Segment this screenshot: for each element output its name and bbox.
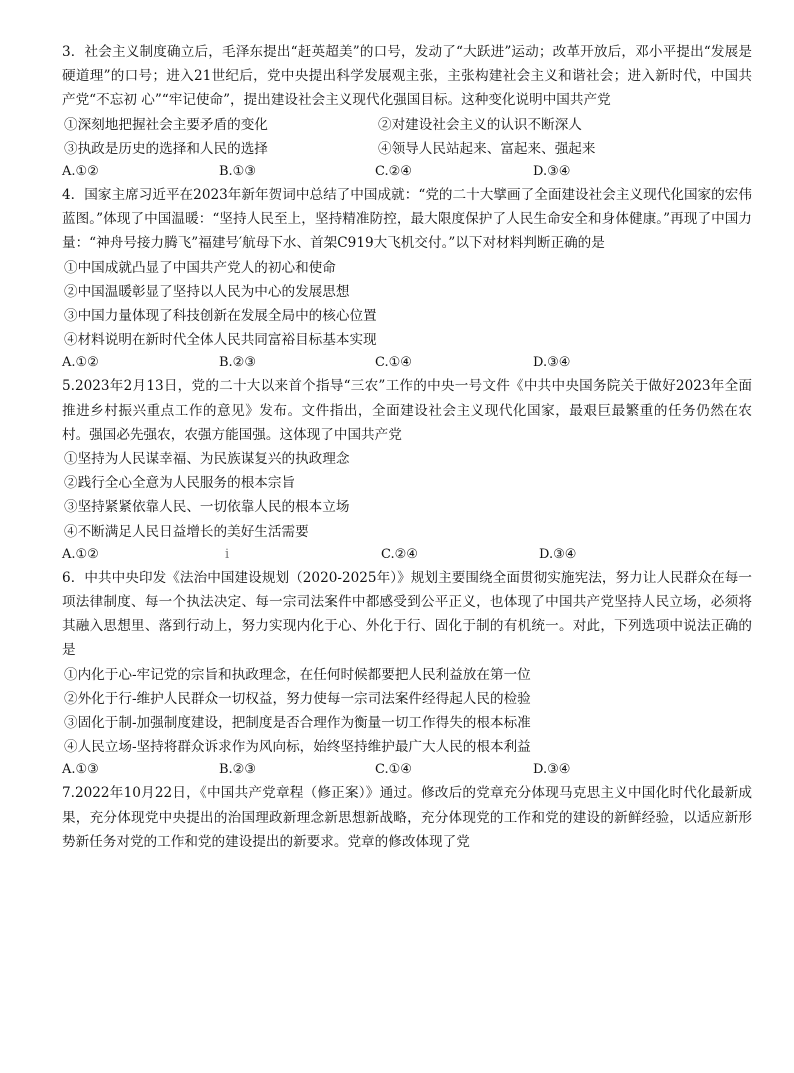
question-6-option-2: ②外化于行-维护人民群众一切权益，努力使每一宗司法案件经得起人民的检验	[64, 690, 531, 707]
question-4-answer-b: B.②③	[219, 355, 256, 371]
question-5-answer-d: D.③④	[539, 546, 577, 562]
question-5-stem: 5.2023年2月13日，党的二十大以来首个指导“三农”工作的中央一号文件《中共中央国务院关于做好2023年全面推进乡村振兴重点工作的意见》发布。文件指出，全面建设社会主义现代化国家，最艰巨最繁重的任务仍然在农村。强国必先强农，农强方能国强。这体现了中国共产党	[62, 378, 752, 443]
question-6	[62, 566, 752, 782]
question-5-answer-c: C.②④	[381, 546, 418, 562]
question-4-option-2: ②中国温暖彰显了坚持以人民为中心的发展思想	[64, 283, 350, 300]
question-3-answer-c: C.②④	[375, 164, 412, 180]
question-5-option-2: ②践行全心全意为人民服务的根本宗旨	[64, 475, 296, 492]
question-3-answer-d: D.③④	[533, 164, 571, 180]
question-4-option-4: ④材料说明在新时代全体人民共同富裕目标基本实现	[64, 332, 377, 349]
question-5-answers	[62, 544, 752, 566]
question-5-option-1: ①坚持为人民谋幸福、为民族谋复兴的执政理念	[64, 451, 350, 468]
question-6-answers	[62, 759, 752, 781]
question-3-option-3: ③执政是历史的选择和人民的选择	[64, 140, 268, 157]
question-3-options-row-1	[62, 113, 752, 137]
question-6-answer-c: C.①④	[375, 762, 412, 778]
question-7-stem: 7.2022年10月22日，《中国共产党章程（修正案）》通过。修改后的党章充分体现马克思主义中国化时代化最新成果，充分体现党中央提出的治国理政新理念新思想新战略，充分体现党的工作和党的建设的新鲜经验，以适应新形势新任务对党的工作和党的建设提出的新要求。党章的修改体现了党	[62, 785, 752, 850]
question-4-option-3: ③中国力量体现了科技创新在发展全局中的核心位置	[64, 308, 377, 325]
question-4-answers	[62, 352, 752, 374]
exam-page	[62, 40, 752, 854]
question-3	[62, 40, 752, 183]
question-7	[62, 781, 752, 854]
question-3-answers	[62, 161, 752, 183]
question-4-stem: 4．国家主席习近平在2023年新年贺词中总结了中国成就：“党的二十大擘画了全面建设社会主义现代化国家的宏伟蓝图。”体现了中国温暖：“坚持人民至上，坚持精准防控，最大限度保护了人民生命安全和身体健康。”再现了中国力量：“神舟号接力腾飞”福建号′航母下水、首架C919大飞机交付。”以下对材料判断正确的是	[62, 187, 752, 252]
question-6-answer-b: B.②③	[219, 762, 256, 778]
question-6-stem: 6．中共中央印发《法治中国建设规划（2020-2025年）》规划主要围绕全面贯彻实施宪法，努力让人民群众在每一项法律制度、每一个执法决定、每一宗司法案件中都感受到公平正义，也体现了中国共产党坚持人民立场，必须将其融入思想里、落到行动上，努力实现内化于心、外化于行、固化于制的有机统一。对此，下列选项中说法正确的是	[62, 569, 752, 659]
question-4-answer-c: C.①④	[375, 355, 412, 371]
question-5-answer-b: i	[225, 546, 230, 562]
question-4-answer-a: A.①②	[62, 355, 99, 371]
question-5	[62, 374, 752, 565]
question-3-option-4: ④领导人民站起来、富起来、强起来	[378, 140, 596, 157]
question-6-answer-d: D.③④	[533, 762, 571, 778]
question-4-answer-d: D.③④	[533, 355, 571, 371]
question-4-option-1: ①中国成就凸显了中国共产党人的初心和使命	[64, 259, 336, 276]
question-4	[62, 183, 752, 374]
question-3-stem: 3．社会主义制度确立后，毛泽东提出“赶英超美”的口号，发动了“大跃进”运动；改革开放后，邓小平提出“发展是硬道理”的口号；进入21世纪后，党中央提出科学发展观主张，主张构建社会主义和谐社会；进入新时代，中国共产党“不忘初 心”“牢记使命”，提出建设社会主义现代化强国目标。这种变化说明中国共产党	[62, 44, 752, 109]
question-3-option-1: ①深刻地把握社会主要矛盾的变化	[64, 116, 268, 133]
question-3-answer-a: A.①②	[62, 164, 99, 180]
question-3-option-2: ②对建设社会主义的认识不断深人	[378, 116, 582, 133]
question-6-option-3: ③固化于制-加强制度建设，把制度是否合理作为衡量一切工作得失的根本标准	[64, 715, 531, 732]
question-3-answer-b: B.①③	[219, 164, 256, 180]
question-6-option-4: ④人民立场-坚持将群众诉求作为风向标，始终坚持维护最广大人民的根本利益	[64, 739, 531, 756]
question-3-options-row-2	[62, 137, 752, 161]
question-5-option-3: ③坚持紧紧依靠人民、一切依靠人民的根本立场	[64, 499, 350, 516]
question-5-option-4: ④不断满足人民日益增长的美好生活需要	[64, 523, 309, 540]
question-6-answer-a: A.①③	[62, 762, 99, 778]
question-5-answer-a: A.①②	[62, 546, 99, 562]
question-6-option-1: ①内化于心-牢记党的宗旨和执政理念，在任何时候都要把人民利益放在第一位	[64, 666, 531, 683]
